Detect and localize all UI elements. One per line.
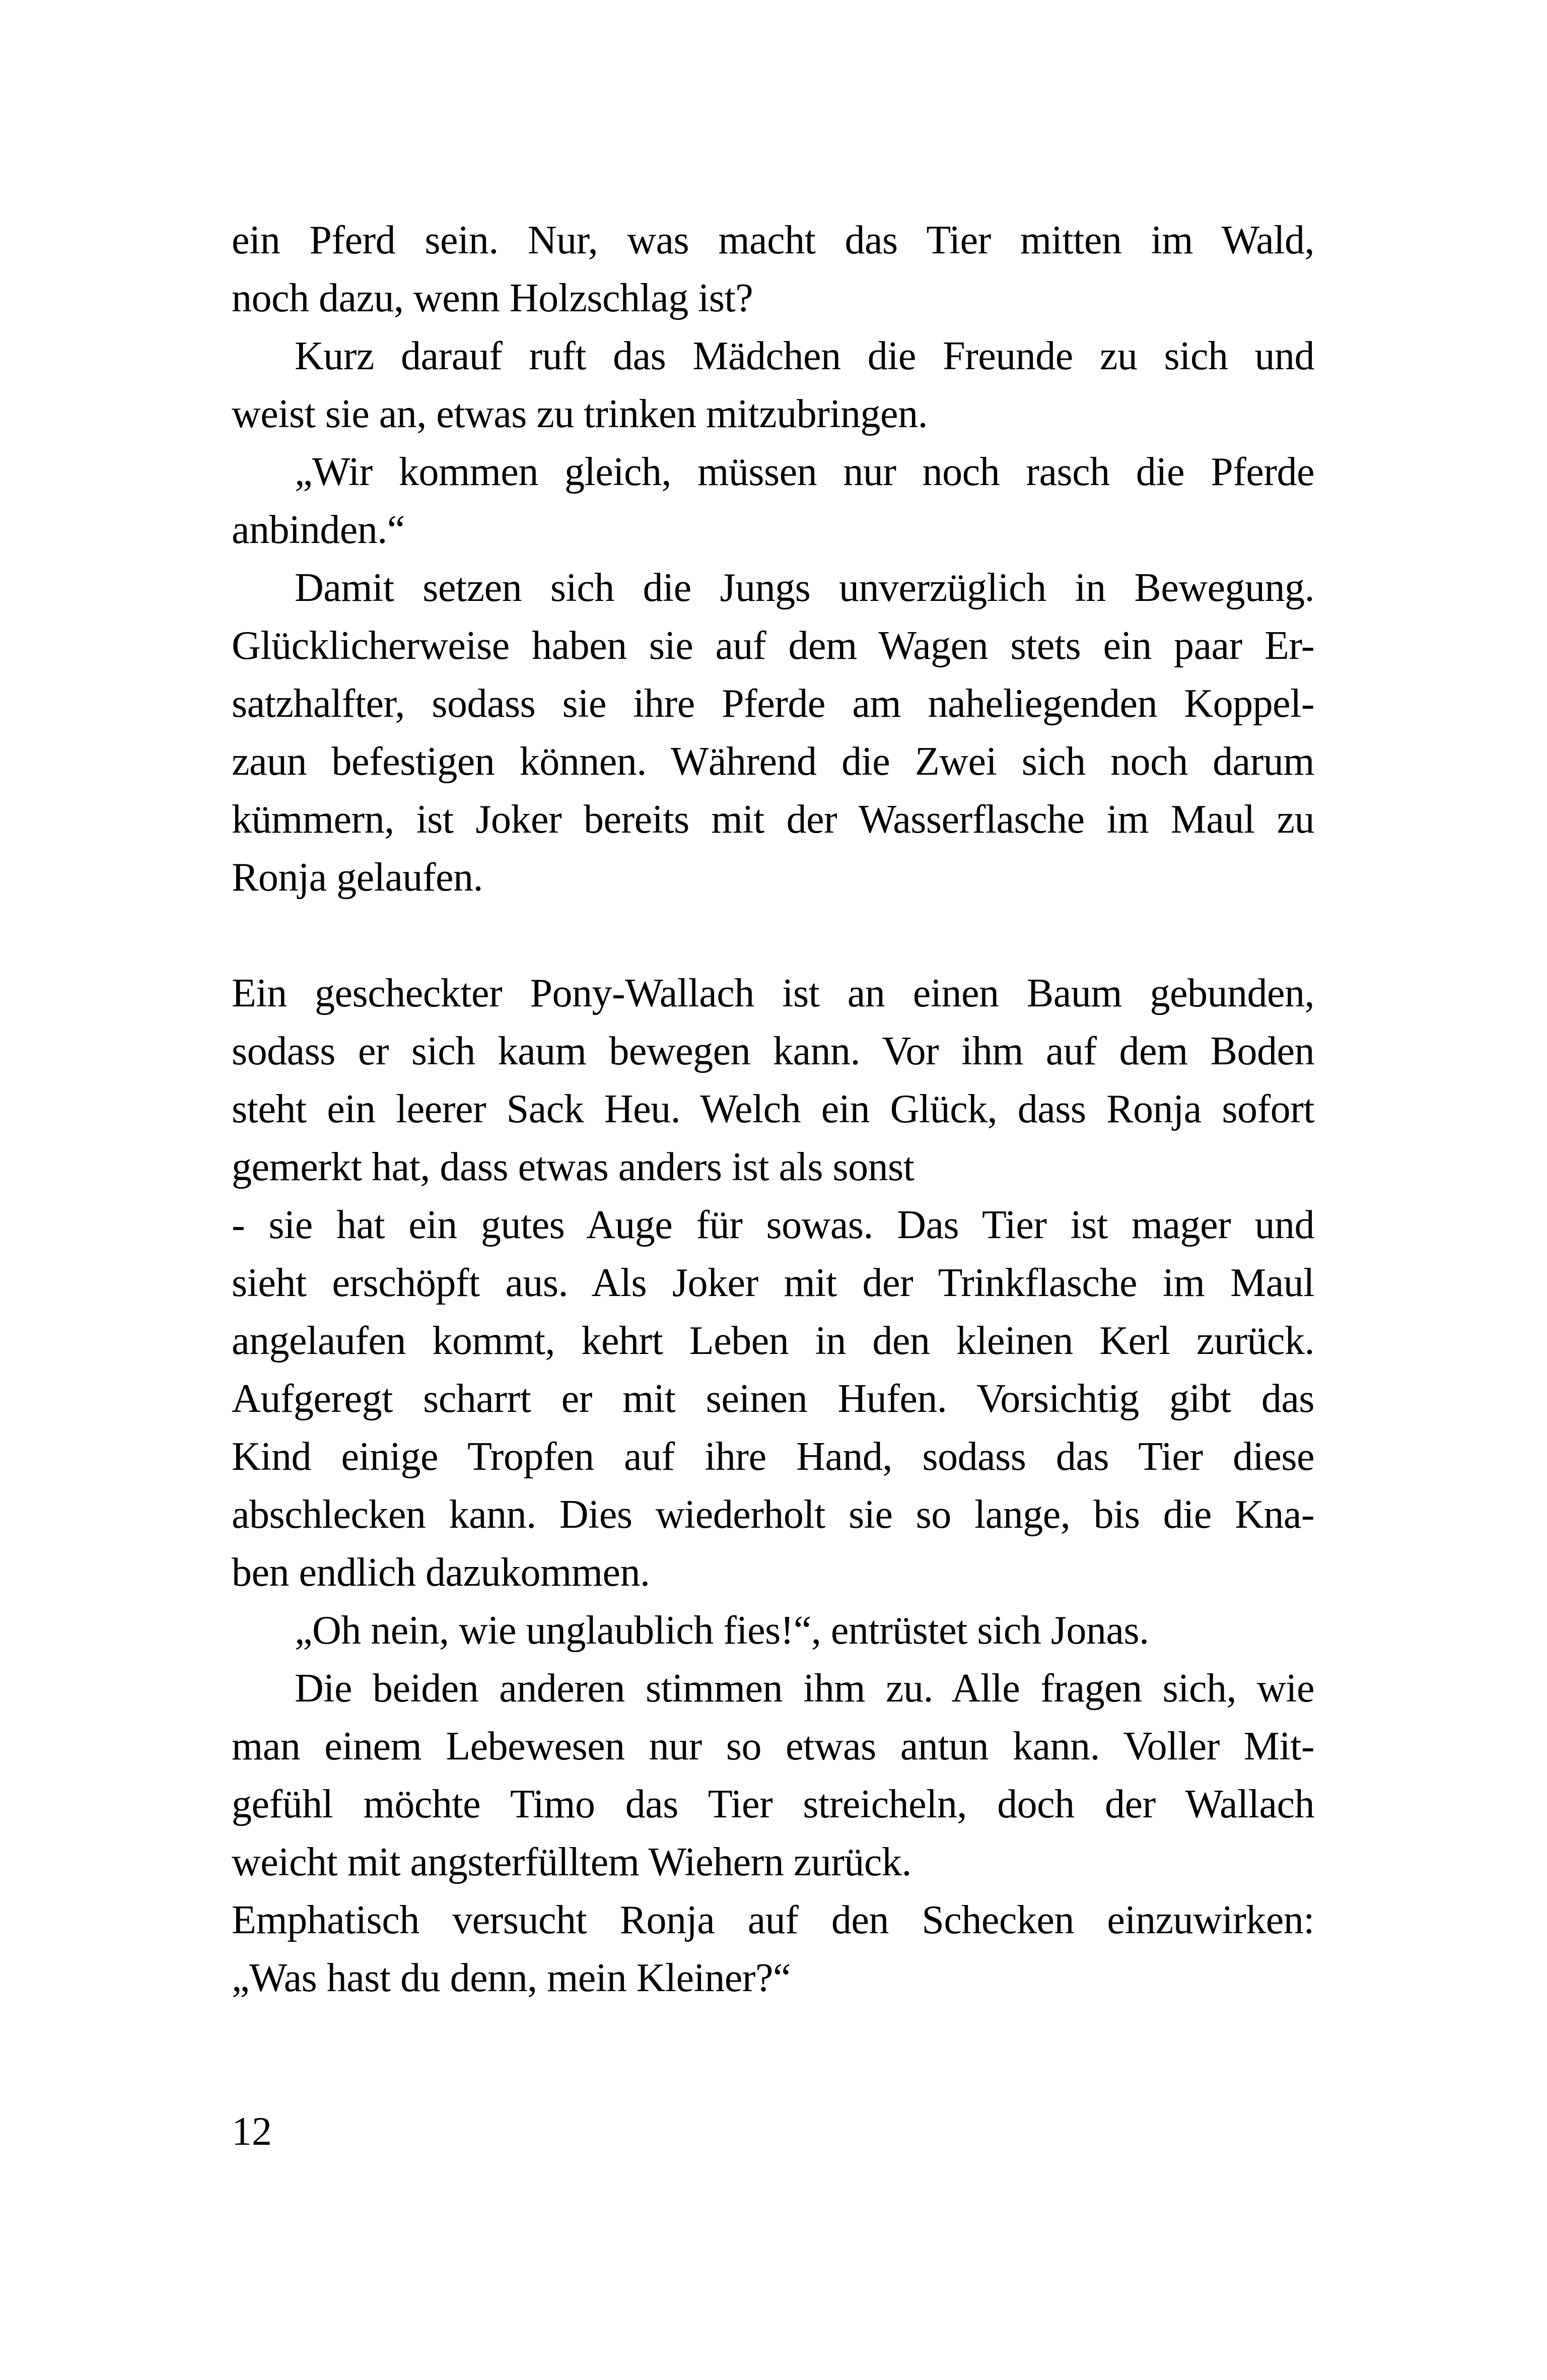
text-line: anbinden.“ [232,508,405,552]
paragraph [232,212,1314,327]
text-block [232,212,1314,2007]
paragraph [232,1196,1314,1602]
text-line: Die beiden anderen stimmen ihm zu. Alle fragen sich, wie [295,1666,1314,1711]
text-line: abschlecken kann. Dies wiederholt sie so lange, bis die Kna- [232,1492,1314,1537]
text-line: sodass er sich kaum bewegen kann. Vor ihm auf dem Boden [232,1029,1314,1073]
paragraph [232,1602,1314,1660]
text-line: Kind einige Tropfen auf ihre Hand, sodass das Tier diese [232,1435,1314,1479]
paragraph [232,443,1314,559]
text-line: steht ein leerer Sack Heu. Welch ein Glück, dass Ronja sofort [232,1087,1314,1131]
text-line: gefühl möchte Timo das Tier streicheln, doch der Wallach [232,1782,1314,1826]
paragraph [232,559,1314,907]
text-line: Aufgeregt scharrt er mit seinen Hufen. Vorsichtig gibt das [232,1377,1314,1421]
text-line: weist sie an, etwas zu trinken mitzubringen. [232,392,928,436]
text-line: man einem Lebewesen nur so etwas antun kann. Voller Mit- [232,1724,1314,1769]
text-line: sieht erschöpft aus. Als Joker mit der Trinkflasche im Maul [232,1261,1314,1305]
text-line: Ein gescheckter Pony-Wallach ist an einen Baum gebunden, [232,971,1314,1015]
text-line: „Wir kommen gleich, müssen nur noch rasch die Pferde [295,450,1314,494]
paragraph [232,1891,1314,2007]
paragraph [232,327,1314,443]
text-line: ein Pferd sein. Nur, was macht das Tier mitten im Wald, [232,218,1314,262]
text-line: Glücklicherweise haben sie auf dem Wagen stets ein paar Er- [232,624,1314,668]
text-line: Kurz darauf ruft das Mädchen die Freunde zu sich und [295,334,1314,378]
text-line: gemerkt hat, dass etwas anders ist als sonst [232,1145,915,1189]
text-line: satzhalfter, sodass sie ihre Pferde am naheliegenden Koppel- [232,682,1314,726]
text-line: „Was hast du denn, mein Kleiner?“ [232,1956,791,2000]
text-line: kümmern, ist Joker bereits mit der Wasserflasche im Maul zu [232,797,1314,842]
text-line: „Oh nein, wie unglaublich fies!“, entrüstet sich Jonas. [295,1608,1149,1653]
text-line: noch dazu, wenn Holzschlag ist? [232,276,753,320]
text-line: Damit setzen sich die Jungs unverzüglich in Bewegung. [295,566,1314,610]
text-line: Ronja gelaufen. [232,855,483,900]
page-number: 12 [232,2110,272,2154]
paragraph [232,965,1314,1196]
text-line: zaun befestigen können. Während die Zwei sich noch darum [232,739,1314,784]
text-line: weicht mit angsterfülltem Wiehern zurück. [232,1840,911,1884]
text-line: - sie hat ein gutes Auge für sowas. Das Tier ist mager und [232,1203,1314,1247]
text-line: Emphatisch versucht Ronja auf den Schecken einzuwirken: [232,1898,1314,1942]
text-line: angelaufen kommt, kehrt Leben in den kleinen Kerl zurück. [232,1319,1314,1363]
text-line: ben endlich dazukommen. [232,1550,650,1595]
paragraph [232,1660,1314,1891]
